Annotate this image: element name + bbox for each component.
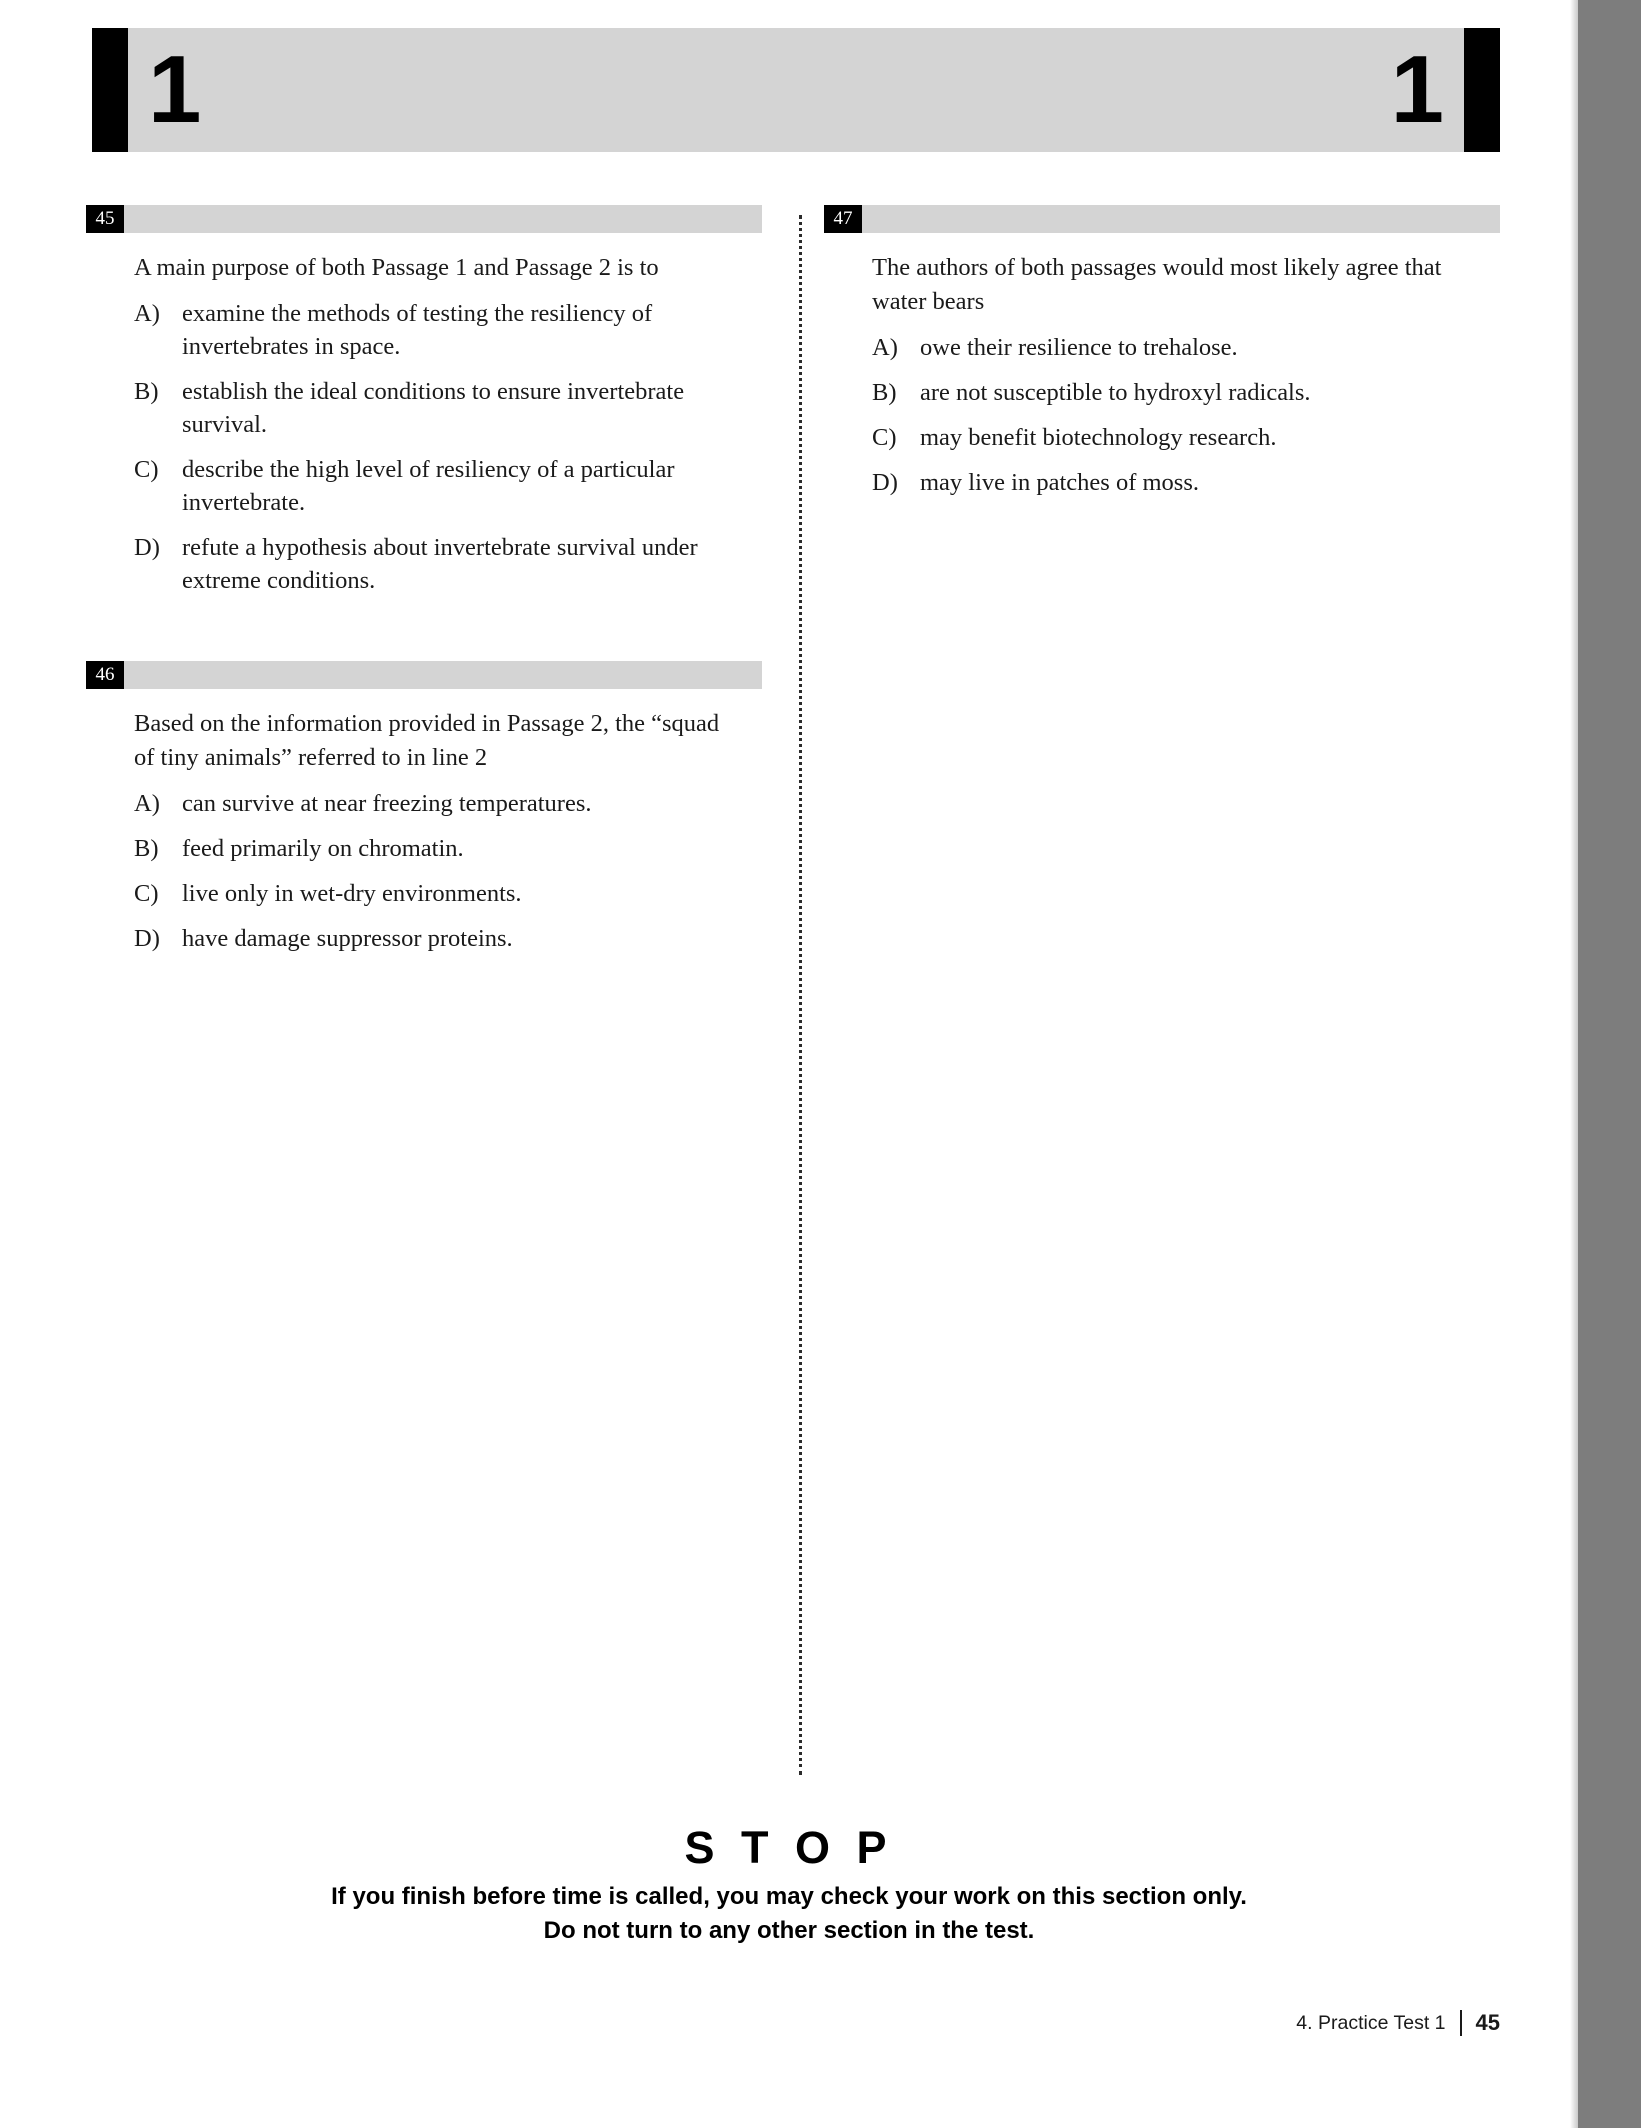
choice-text: feed primarily on chromatin. <box>182 835 464 862</box>
choice-text: refute a hypothesis about invertebrate survival under extreme conditions. <box>182 534 698 594</box>
page-edge-shadow <box>1570 0 1578 2128</box>
left-column <box>86 205 776 981</box>
choice-letter: B) <box>134 835 159 862</box>
header-bar <box>92 28 1500 152</box>
answer-choices <box>134 297 754 597</box>
footer-label: 4. Practice Test 1 <box>1296 2011 1446 2034</box>
section-header <box>92 28 1500 152</box>
question-stem: The authors of both passages would most likely agree that water bears <box>872 254 1442 315</box>
choice-letter: C) <box>134 880 159 907</box>
choice-letter: C) <box>872 424 897 451</box>
question-spacer <box>86 623 776 661</box>
section-number-right: 1 <box>1390 36 1444 143</box>
stop-line-1: If you finish before time is called, you may check your work on this section only. <box>331 1883 1247 1910</box>
choice-text: examine the methods of testing the resiliency of invertebrates in space. <box>182 300 653 360</box>
answer-choice-a[interactable] <box>134 297 754 363</box>
choice-letter: D) <box>134 534 160 561</box>
answer-choice-a[interactable] <box>872 331 1492 364</box>
stop-word: S T O P <box>684 1822 894 1873</box>
choice-text: can survive at near freezing temperatures. <box>182 790 592 817</box>
answer-choice-d[interactable] <box>134 922 754 955</box>
answer-choice-d[interactable] <box>134 531 754 597</box>
answer-choice-b[interactable] <box>134 375 754 441</box>
choice-text: have damage suppressor proteins. <box>182 925 513 952</box>
choice-text: live only in wet-dry environments. <box>182 880 522 907</box>
question-stem: Based on the information provided in Passage 2, the “squad of tiny animals” referred to in line 2 <box>134 710 720 771</box>
page-footer <box>1296 2010 1500 2036</box>
page-gutter <box>1578 0 1641 2128</box>
page-number: 45 <box>1475 2010 1500 2035</box>
choice-text: may live in patches of moss. <box>920 469 1199 496</box>
answer-choices <box>134 787 754 955</box>
choice-text: describe the high level of resiliency of a particular invertebrate. <box>182 456 675 516</box>
answer-choice-c[interactable] <box>872 421 1492 454</box>
question-number: 46 <box>86 661 124 689</box>
answer-choice-a[interactable] <box>134 787 754 820</box>
choice-letter: A) <box>134 300 160 327</box>
choice-letter: A) <box>134 790 160 817</box>
question-number-bar <box>824 205 1500 233</box>
choice-text: may benefit biotechnology research. <box>920 424 1277 451</box>
choice-letter: D) <box>872 469 898 496</box>
answer-choice-c[interactable] <box>134 453 754 519</box>
question-number: 45 <box>86 205 124 233</box>
choice-letter: A) <box>872 334 898 361</box>
choice-letter: B) <box>872 379 897 406</box>
answer-choices <box>872 331 1492 499</box>
question-45 <box>86 205 776 597</box>
stop-notice <box>0 1822 1578 1948</box>
question-columns <box>86 205 1514 1765</box>
answer-choice-c[interactable] <box>134 877 754 910</box>
choice-text: establish the ideal conditions to ensure invertebrate survival. <box>182 378 685 438</box>
choice-text: owe their resilience to trehalose. <box>920 334 1238 361</box>
question-number-bar <box>86 661 762 689</box>
header-left-cap <box>92 28 128 152</box>
right-column <box>824 205 1514 525</box>
answer-choice-b[interactable] <box>872 376 1492 409</box>
choice-letter: D) <box>134 925 160 952</box>
choice-letter: C) <box>134 456 159 483</box>
question-number: 47 <box>824 205 862 233</box>
choice-letter: B) <box>134 378 159 405</box>
choice-text: are not susceptible to hydroxyl radicals. <box>920 379 1311 406</box>
answer-choice-d[interactable] <box>872 466 1492 499</box>
stop-line-2: Do not turn to any other section in the test. <box>543 1917 1035 1944</box>
footer-divider <box>1460 2010 1462 2036</box>
column-divider <box>799 215 802 1775</box>
header-right-cap <box>1464 28 1500 152</box>
answer-choice-b[interactable] <box>134 832 754 865</box>
question-46 <box>86 661 776 955</box>
question-47 <box>824 205 1514 499</box>
question-stem: A main purpose of both Passage 1 and Passage 2 is to <box>134 254 659 281</box>
question-number-bar <box>86 205 762 233</box>
section-number-left: 1 <box>148 36 202 143</box>
